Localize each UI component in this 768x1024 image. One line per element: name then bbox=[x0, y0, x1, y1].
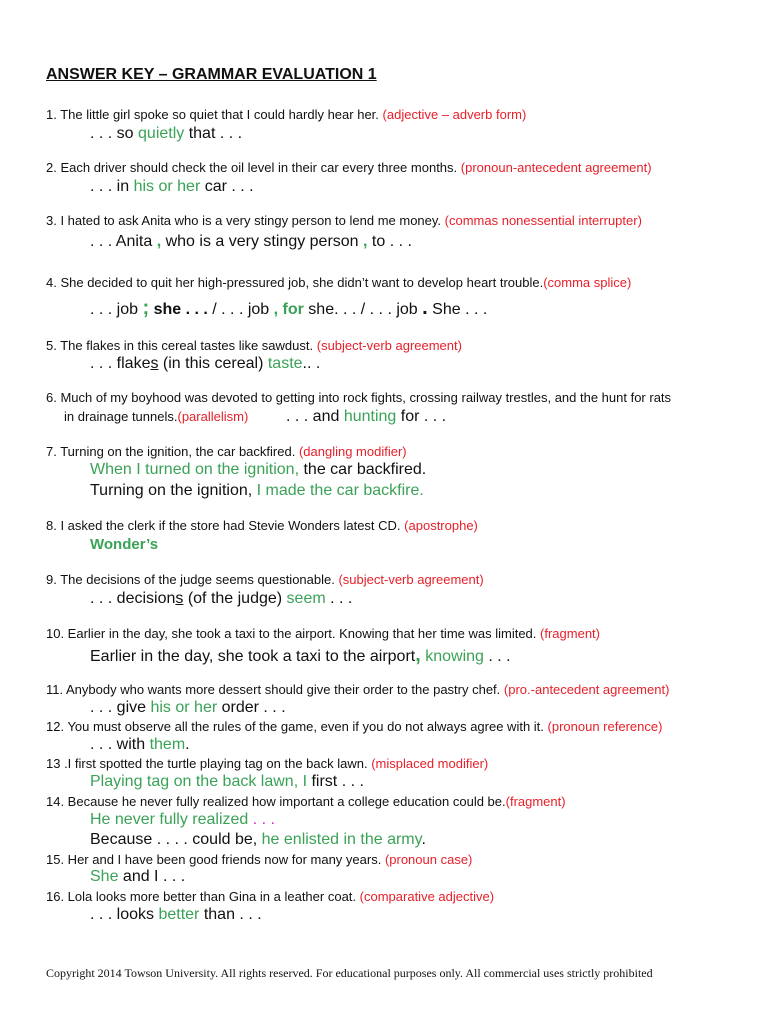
answer-text: She . . . bbox=[427, 301, 488, 318]
question-16 bbox=[46, 889, 494, 905]
answer-text: for . . . bbox=[396, 408, 447, 425]
answer-10 bbox=[90, 645, 511, 667]
question-text: 1. The little girl spoke so quiet that I could hardly hear her. bbox=[46, 107, 379, 122]
question-13 bbox=[46, 756, 488, 772]
answer-text: . . . flake bbox=[90, 355, 151, 372]
answer-text: . . . with bbox=[90, 736, 150, 753]
correction: She bbox=[90, 868, 119, 885]
question-8 bbox=[46, 518, 478, 534]
correction: , for bbox=[273, 301, 304, 318]
question-text: 2. Each driver should check the oil level in their car every three months. bbox=[46, 160, 458, 175]
correction: knowing bbox=[420, 648, 484, 665]
answer-text: she . . . bbox=[149, 301, 208, 318]
question-2 bbox=[46, 160, 652, 176]
answer-text: .. . bbox=[302, 355, 321, 372]
answer-text: Earlier in the day, she took a taxi to the airport bbox=[90, 648, 416, 665]
correction: seem bbox=[286, 590, 326, 607]
correction: hunting bbox=[343, 408, 397, 425]
question-4 bbox=[46, 275, 631, 291]
question-text: 4. She decided to quit her high-pressured job, she didn’t want to develop heart trouble. bbox=[46, 275, 544, 290]
copyright-footer: Copyright 2014 Towson University. All rights reserved. For educational purposes only. All commercial uses strictly prohibited bbox=[46, 966, 653, 980]
page-title: ANSWER KEY – GRAMMAR EVALUATION 1 bbox=[46, 66, 377, 83]
answer-text: and I . . . bbox=[118, 868, 186, 885]
answer-9 bbox=[90, 589, 352, 609]
question-6 bbox=[46, 390, 671, 406]
answer-text: s bbox=[175, 590, 184, 607]
rule-label: (pronoun reference) bbox=[547, 719, 663, 734]
answer-text: who is a very stingy person bbox=[161, 233, 364, 250]
question-7 bbox=[46, 444, 407, 460]
answer-6 bbox=[286, 407, 446, 427]
answer-text: . . . so bbox=[90, 125, 139, 142]
answer-text: . bbox=[422, 297, 428, 319]
question-text: 6. Much of my boyhood was devoted to getting into rock fights, crossing railway trestles, and the hunt for rats bbox=[46, 390, 672, 405]
answer-text: (in this cereal) bbox=[158, 355, 268, 372]
question-6-cont bbox=[64, 409, 248, 425]
answer-4 bbox=[90, 298, 487, 320]
answer-text: / . . . job bbox=[207, 301, 274, 318]
rule-label: (commas nonessential interrupter) bbox=[444, 213, 642, 228]
answer-text: car . . . bbox=[200, 178, 254, 195]
answer-2 bbox=[90, 177, 254, 197]
question-text: 7. Turning on the ignition, the car backfired. bbox=[46, 444, 296, 459]
answer-text: to . . . bbox=[367, 233, 412, 250]
question-text: 10. Earlier in the day, she took a taxi to the airport. Knowing that her time was limited. bbox=[46, 626, 537, 641]
question-15 bbox=[46, 852, 472, 868]
correction: He never fully realized bbox=[90, 811, 249, 828]
answer-1 bbox=[90, 124, 242, 144]
answer-text: . . . looks bbox=[90, 906, 159, 923]
answer-5 bbox=[90, 354, 320, 374]
rule-label: (parallelism) bbox=[177, 409, 249, 424]
rule-label: (pronoun-antecedent agreement) bbox=[460, 160, 652, 175]
question-text: in drainage tunnels. bbox=[64, 409, 178, 424]
rule-label: (misplaced modifier) bbox=[371, 756, 489, 771]
correction: , bbox=[363, 233, 368, 250]
answer-text: . . . in bbox=[90, 178, 134, 195]
correction: his or her bbox=[150, 699, 218, 716]
rule-label: (dangling modifier) bbox=[298, 444, 407, 459]
question-9 bbox=[46, 572, 484, 588]
answer-text: . . . job bbox=[90, 301, 143, 318]
correction: ; bbox=[142, 297, 150, 319]
question-3 bbox=[46, 213, 642, 229]
rule-label: (adjective – adverb form) bbox=[382, 107, 527, 122]
rule-label: (comma splice) bbox=[543, 275, 632, 290]
answer-text: . . . bbox=[325, 590, 353, 607]
question-text: 13 .I first spotted the turtle playing tag on the back lawn. bbox=[46, 756, 368, 771]
answer-8 bbox=[90, 535, 158, 555]
question-11 bbox=[46, 682, 669, 698]
answer-text: . . . Anita bbox=[90, 233, 157, 250]
rule-label: (fragment) bbox=[540, 626, 600, 641]
question-text: 8. I asked the clerk if the store had Stevie Wonders latest CD. bbox=[46, 518, 401, 533]
question-12 bbox=[46, 719, 662, 735]
correction: Playing tag on the back lawn, I bbox=[90, 773, 308, 790]
answer-text: . bbox=[185, 736, 190, 753]
question-text: 15. Her and I have been good friends now for many years. bbox=[46, 852, 382, 867]
correction: his or her bbox=[133, 178, 201, 195]
answer-text: s bbox=[150, 355, 159, 372]
correction: When I turned on the ignition, bbox=[90, 461, 300, 478]
answer-text: Because . . . . could be, bbox=[90, 831, 262, 848]
answer-text: . bbox=[421, 831, 426, 848]
question-text: 9. The decisions of the judge seems questionable. bbox=[46, 572, 335, 587]
answer-14a bbox=[90, 810, 275, 830]
answer-text: the car backfired. bbox=[299, 461, 427, 478]
correction: quietly bbox=[138, 125, 185, 142]
answer-text: . . . decision bbox=[90, 590, 176, 607]
question-1 bbox=[46, 107, 526, 123]
answer-text: . . . bbox=[483, 648, 511, 665]
correction: I made the car backfire. bbox=[256, 482, 424, 499]
question-text: 16. Lola looks more better than Gina in a leather coat. bbox=[46, 889, 357, 904]
answer-text: . . . give bbox=[90, 699, 151, 716]
correction: , bbox=[415, 644, 421, 666]
rule-label: (fragment) bbox=[505, 794, 566, 809]
answer-11 bbox=[90, 698, 286, 718]
question-10 bbox=[46, 626, 600, 642]
correction: better bbox=[158, 906, 200, 923]
answer-text: Turning on the ignition, bbox=[90, 482, 257, 499]
answer-16 bbox=[90, 905, 262, 925]
correction: them bbox=[149, 736, 186, 753]
answer-15 bbox=[90, 867, 185, 887]
question-text: 5. The flakes in this cereal tastes like sawdust. bbox=[46, 338, 314, 353]
rule-label: (subject-verb agreement) bbox=[316, 338, 462, 353]
rule-label: (pro.-antecedent agreement) bbox=[503, 682, 670, 697]
answer-3 bbox=[90, 232, 412, 252]
answer-14b bbox=[90, 830, 426, 850]
answer-13 bbox=[90, 772, 364, 792]
answer-12 bbox=[90, 735, 190, 755]
answer-7a bbox=[90, 460, 426, 480]
answer-text: . . . and bbox=[286, 408, 344, 425]
question-text: 3. I hated to ask Anita who is a very stingy person to lend me money. bbox=[46, 213, 442, 228]
answer-text: she. . . bbox=[303, 301, 357, 318]
correction: he enlisted in the army bbox=[261, 831, 422, 848]
answer-7b bbox=[90, 481, 424, 501]
answer-text: first . . . bbox=[307, 773, 364, 790]
answer-text: (of the judge) bbox=[183, 590, 287, 607]
question-text: 11. Anybody who wants more dessert should give their order to the pastry chef. bbox=[46, 682, 501, 697]
answer-text: / . . . job bbox=[356, 301, 423, 318]
question-text: 12. You must observe all the rules of the game, even if you do not always agree with it. bbox=[46, 719, 544, 734]
answer-text: than . . . bbox=[199, 906, 262, 923]
rule-label: (apostrophe) bbox=[404, 518, 478, 533]
rule-label: (comparative adjective) bbox=[359, 889, 495, 904]
rule-label: (subject-verb agreement) bbox=[338, 572, 484, 587]
question-text: 14. Because he never fully realized how important a college education could be. bbox=[46, 794, 506, 809]
correction: , bbox=[156, 233, 162, 250]
rule-label: (pronoun case) bbox=[384, 852, 473, 867]
question-14 bbox=[46, 794, 566, 810]
answer-text: . . . bbox=[248, 811, 275, 828]
correction: taste bbox=[267, 355, 303, 372]
question-5 bbox=[46, 338, 462, 354]
answer-text: order . . . bbox=[217, 699, 286, 716]
answer-text: that . . . bbox=[184, 125, 243, 142]
correction: Wonder’s bbox=[90, 536, 159, 553]
